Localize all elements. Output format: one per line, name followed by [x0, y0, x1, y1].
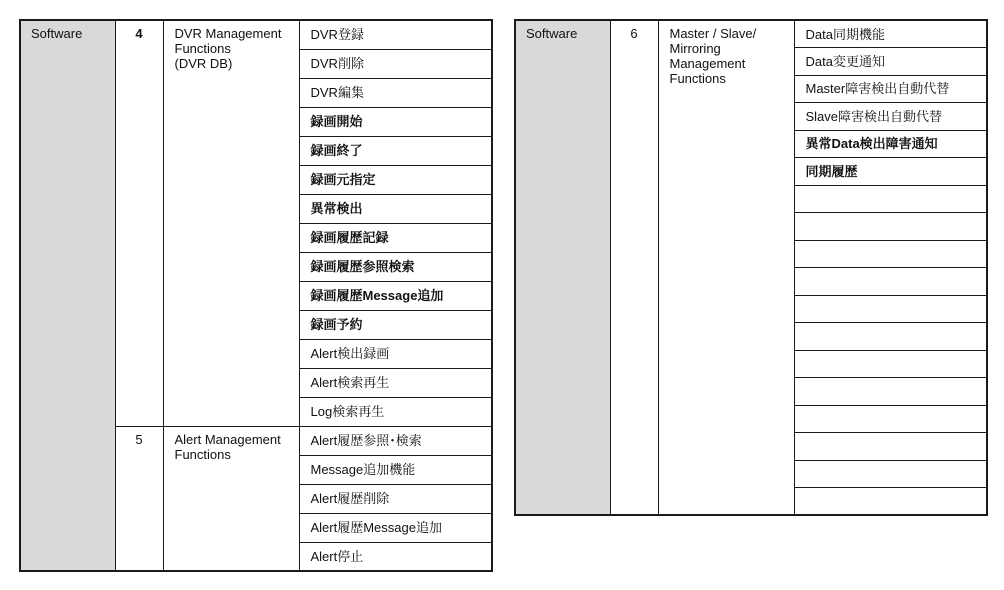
group-number-cell: 4 [115, 20, 163, 426]
empty-function-cell [794, 488, 987, 516]
function-cell: 録画履歴記録 [299, 223, 492, 252]
empty-function-cell [794, 213, 987, 241]
group-name-cell: Master / Slave/ Mirroring Management Functions [658, 20, 794, 515]
function-cell: Alert履歴参照･検索 [299, 426, 492, 455]
function-cell: DVR編集 [299, 78, 492, 107]
empty-function-cell [794, 460, 987, 488]
empty-function-cell [794, 378, 987, 406]
function-cell: Alert履歴削除 [299, 484, 492, 513]
function-cell: Log検索再生 [299, 397, 492, 426]
function-cell: DVR削除 [299, 49, 492, 78]
function-cell: Data同期機能 [794, 20, 987, 48]
right-table-body [515, 20, 987, 515]
function-cell: Alert検出録画 [299, 339, 492, 368]
empty-function-cell [794, 185, 987, 213]
function-cell: 録画履歴参照検索 [299, 252, 492, 281]
empty-function-cell [794, 405, 987, 433]
function-cell: 録画終了 [299, 136, 492, 165]
function-cell: Alert検索再生 [299, 368, 492, 397]
category-cell: Software [515, 20, 610, 515]
group-number-cell: 5 [115, 426, 163, 571]
function-cell: Master障害検出自動代替 [794, 75, 987, 103]
group-number-cell: 6 [610, 20, 658, 515]
function-cell: Slave障害検出自動代替 [794, 103, 987, 131]
table-row [515, 20, 987, 48]
function-cell: 同期履歴 [794, 158, 987, 186]
empty-function-cell [794, 240, 987, 268]
function-cell: 録画開始 [299, 107, 492, 136]
empty-function-cell [794, 433, 987, 461]
group-name-cell: DVR Management Functions (DVR DB) [163, 20, 299, 426]
empty-function-cell [794, 295, 987, 323]
function-cell: 異常Data検出障害通知 [794, 130, 987, 158]
function-cell: 録画予約 [299, 310, 492, 339]
group-name-cell: Alert Management Functions [163, 426, 299, 571]
function-cell: Message追加機能 [299, 455, 492, 484]
mirroring-function-table [514, 19, 988, 516]
function-cell: Data変更通知 [794, 48, 987, 76]
function-cell: 録画元指定 [299, 165, 492, 194]
function-cell: DVR登録 [299, 20, 492, 49]
empty-function-cell [794, 350, 987, 378]
function-cell: Alert停止 [299, 542, 492, 571]
function-cell: 異常検出 [299, 194, 492, 223]
dvr-alert-function-table [19, 19, 493, 572]
table-row [20, 20, 492, 49]
empty-function-cell [794, 268, 987, 296]
empty-function-cell [794, 323, 987, 351]
function-cell: Alert履歴Message追加 [299, 513, 492, 542]
left-table-body [20, 20, 492, 571]
function-cell: 録画履歴Message追加 [299, 281, 492, 310]
category-cell: Software [20, 20, 115, 571]
